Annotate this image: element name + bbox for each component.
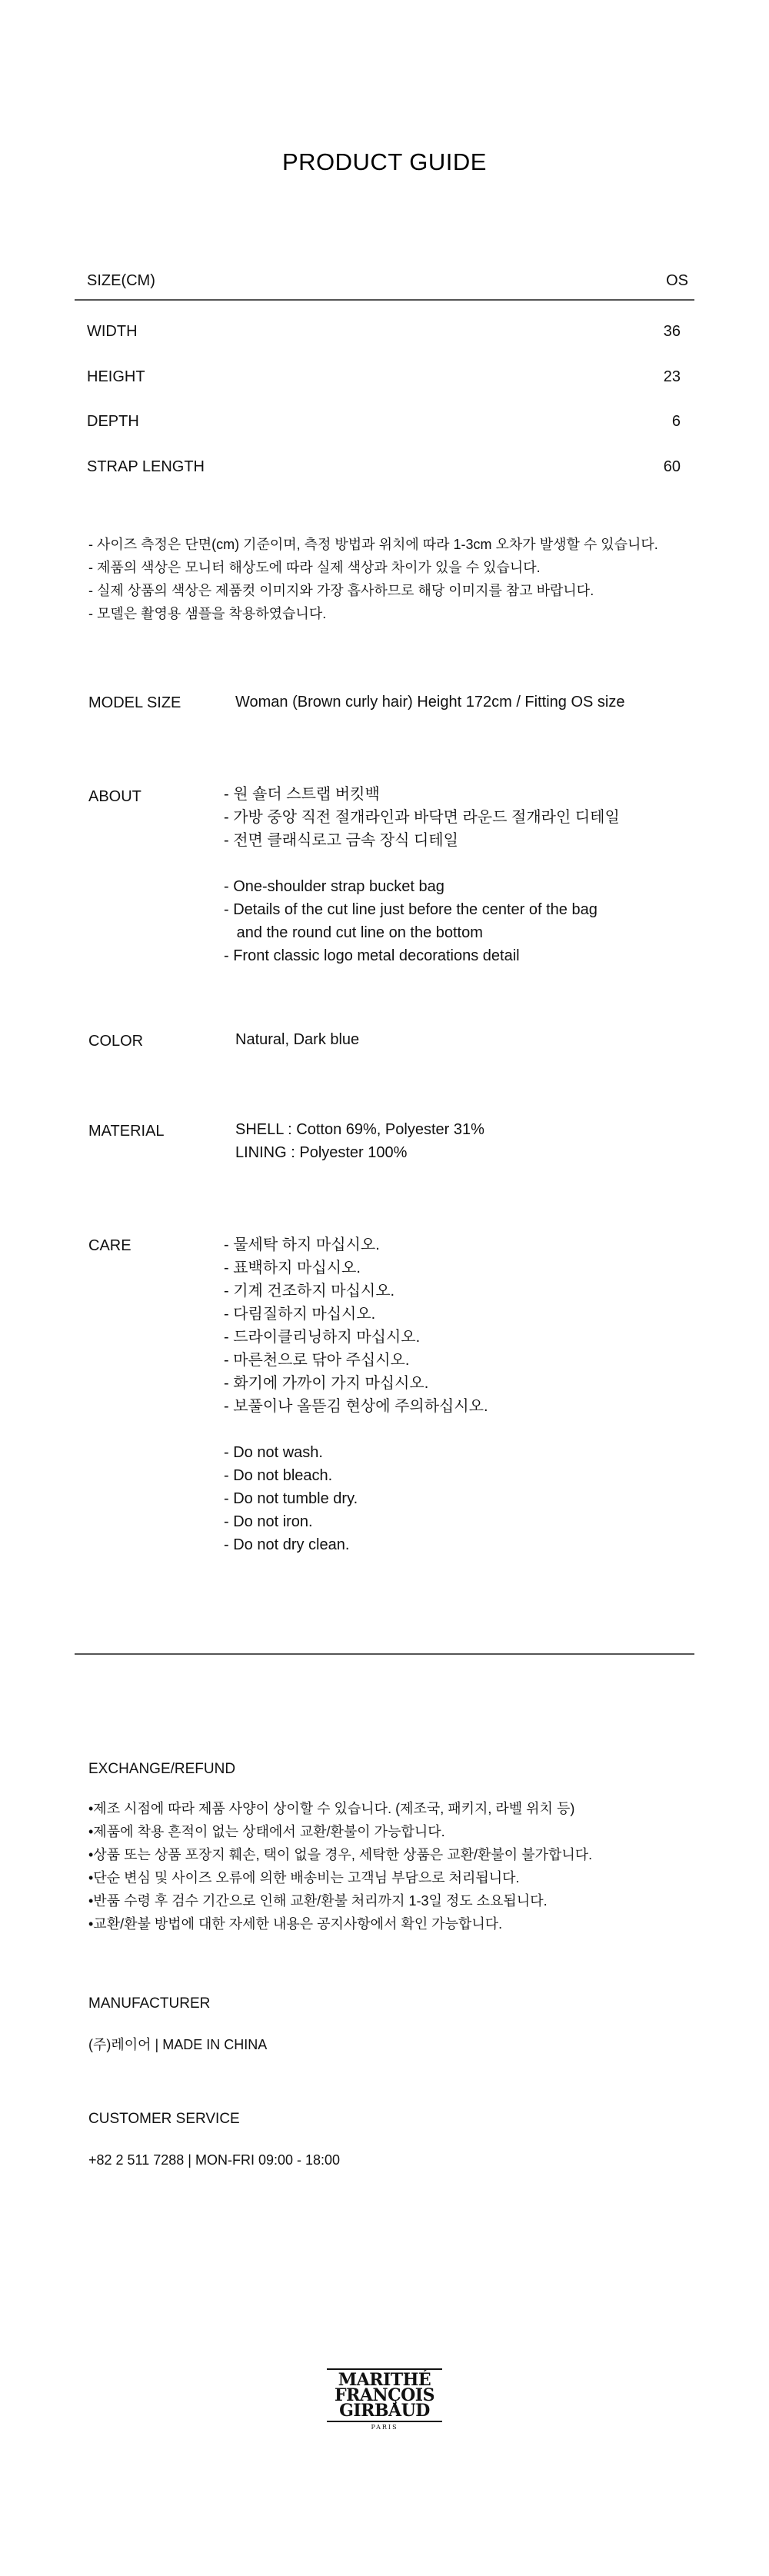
care-line: - 마른천으로 닦아 주십시오.	[224, 1352, 410, 1369]
size-row-depth-value: 6	[671, 413, 681, 430]
size-row-strap-value: 60	[663, 458, 681, 475]
care-line: - 표백하지 마십시오.	[224, 1260, 361, 1276]
about-line: - Details of the cut line just before the center of the bag	[224, 901, 598, 918]
customer-service-value: +82 2 511 7288 | MON-FRI 09:00 - 18:00	[88, 2152, 341, 2168]
logo-line-1: MARITHÉ	[338, 2370, 431, 2390]
material-body	[235, 1118, 484, 1164]
material-line: SHELL : Cotton 69%, Polyester 31%	[235, 1121, 484, 1138]
model-size-value: Woman (Brown curly hair) Height 172cm / Fitting OS size	[235, 694, 625, 711]
exchange-line: •제조 시점에 따라 제품 사양이 상이할 수 있습니다. (제조국, 패키지, 라벨 위치 등)	[88, 1801, 575, 1816]
size-row-depth-label: DEPTH	[87, 413, 139, 430]
note-line: - 사이즈 측정은 단면(cm) 기준이며, 측정 방법과 위치에 따라 1-3cm 오차가 발생할 수 있습니다.	[88, 537, 658, 552]
page-title: PRODUCT GUIDE	[281, 148, 487, 175]
material-line: LINING : Polyester 100%	[235, 1144, 408, 1161]
care-line: - 보풀이나 올뜯김 현상에 주의하십시오.	[224, 1398, 488, 1415]
customer-service-body	[88, 2148, 340, 2172]
size-header-divider	[75, 299, 694, 301]
size-row-strap-label: STRAP LENGTH	[87, 458, 205, 475]
manufacturer-label: MANUFACTURER	[88, 1995, 211, 2012]
care-line: - Do not bleach.	[224, 1467, 333, 1484]
care-line: - 기계 건조하지 마십시오.	[224, 1283, 395, 1300]
note-line: - 제품의 색상은 모니터 해상도에 따라 실제 색상과 차이가 있을 수 있습니다.	[88, 560, 541, 575]
exchange-line: •교환/환불 방법에 대한 자세한 내용은 공지사항에서 확인 가능합니다.	[88, 1916, 503, 1932]
about-line	[224, 852, 620, 875]
about-body	[224, 783, 620, 967]
section-divider	[75, 1653, 694, 1655]
care-line	[224, 1418, 488, 1441]
note-line: - 실제 상품의 색상은 제품컷 이미지와 가장 흡사하므로 해당 이미지를 참고 바랍니다.	[88, 583, 594, 598]
size-header-os: OS	[666, 272, 688, 289]
exchange-line: •상품 또는 상품 포장지 훼손, 택이 없을 경우, 세탁한 상품은 교환/환불이 불가합니다.	[88, 1847, 593, 1862]
about-label: ABOUT	[88, 788, 141, 805]
color-body	[235, 1028, 359, 1051]
care-line: - 화기에 가까이 가지 마십시오.	[224, 1375, 429, 1392]
material-label: MATERIAL	[88, 1123, 165, 1140]
about-line: - Front classic logo metal decorations detail	[224, 947, 520, 964]
care-body	[224, 1233, 488, 1556]
logo-line-3: GIRBAUD	[339, 2401, 430, 2421]
note-line: - 모델은 촬영용 샘플을 착용하였습니다.	[88, 606, 327, 621]
care-line: - 드라이클리닝하지 마십시오.	[224, 1329, 421, 1346]
size-header-label: SIZE(CM)	[87, 272, 155, 289]
brand-logo	[0, 2368, 769, 2433]
exchange-label: EXCHANGE/REFUND	[88, 1761, 236, 1777]
care-line: - 물세탁 하지 마십시오.	[224, 1236, 380, 1253]
size-row-width-value: 36	[663, 323, 681, 340]
size-notes	[88, 533, 658, 625]
model-size-text	[235, 691, 624, 714]
size-row-height-label: HEIGHT	[87, 368, 145, 385]
customer-service-label: CUSTOMER SERVICE	[88, 2111, 240, 2127]
color-label: COLOR	[88, 1033, 144, 1050]
exchange-line: •단순 변심 및 사이즈 오류에 의한 배송비는 고객님 부담으로 처리됩니다.	[88, 1870, 520, 1885]
about-line: - One-shoulder strap bucket bag	[224, 878, 444, 895]
care-line: - 다림질하지 마십시오.	[224, 1306, 376, 1323]
logo-line-2: FRANÇOIS	[335, 2385, 434, 2405]
about-line: - 가방 중앙 직전 절개라인과 바닥면 라운드 절개라인 디테일	[224, 809, 620, 826]
exchange-body	[88, 1797, 592, 1935]
color-value: Natural, Dark blue	[235, 1031, 360, 1048]
logo-bottom-rule	[327, 2421, 442, 2422]
model-size-label: MODEL SIZE	[88, 694, 181, 711]
manufacturer-value: (주)레이어 | MADE IN CHINA	[88, 2037, 268, 2052]
exchange-line: •반품 수령 후 검수 기간으로 인해 교환/환불 처리까지 1-3일 정도 소요됩니다.	[88, 1893, 548, 1909]
exchange-line: •제품에 착용 흔적이 없는 상태에서 교환/환불이 가능합니다.	[88, 1824, 445, 1839]
care-line: - Do not dry clean.	[224, 1536, 350, 1553]
logo-sub: PARIS	[371, 2424, 398, 2431]
about-line: - 전면 클래식로고 금속 장식 디테일	[224, 832, 458, 849]
size-row-width-label: WIDTH	[87, 323, 138, 340]
about-line: - 원 숄더 스트랩 버킷백	[224, 786, 380, 803]
size-row-height-value: 23	[663, 368, 681, 385]
care-line: - Do not wash.	[224, 1444, 323, 1461]
care-label: CARE	[88, 1237, 131, 1254]
care-line: - Do not tumble dry.	[224, 1490, 358, 1507]
about-line: and the round cut line on the bottom	[224, 924, 483, 941]
care-line: - Do not iron.	[224, 1513, 313, 1530]
manufacturer-body	[88, 2033, 267, 2056]
